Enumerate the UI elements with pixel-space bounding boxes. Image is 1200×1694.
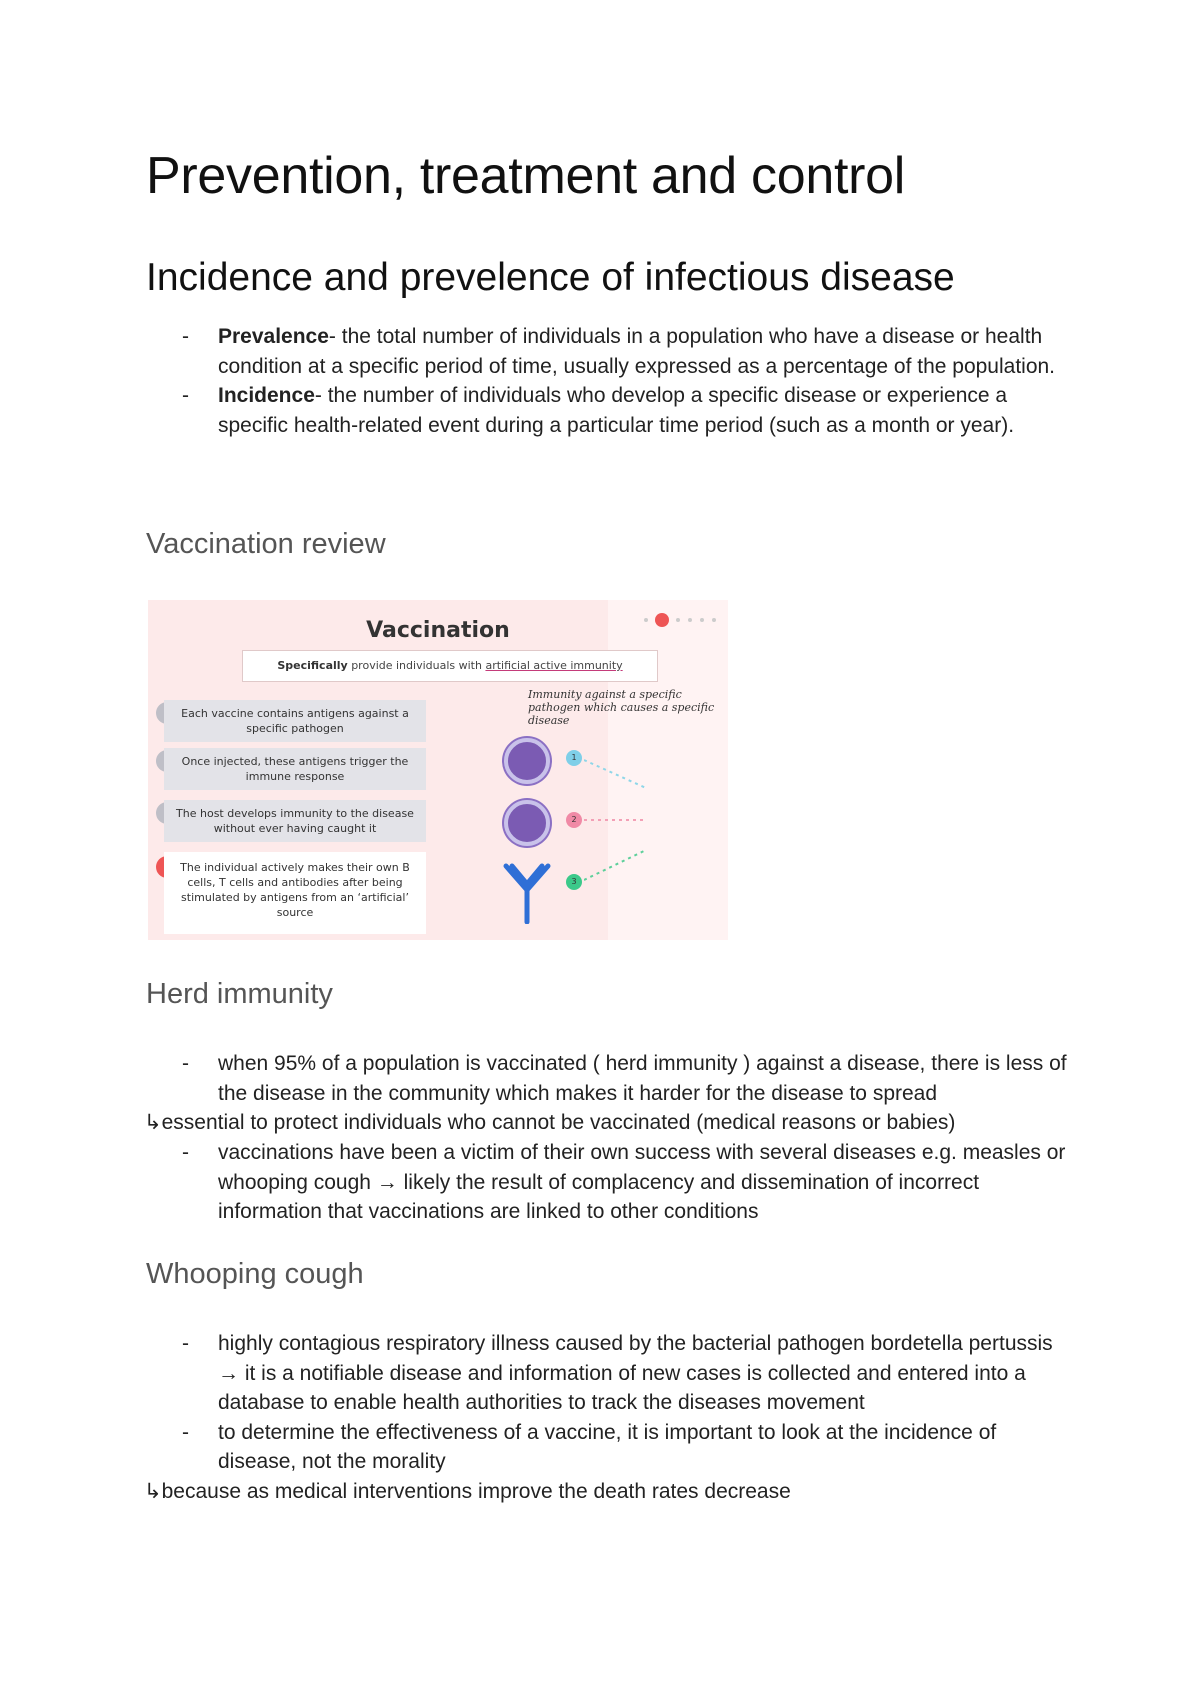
- slide-pager-dots: [642, 610, 722, 630]
- herd-list-1: [146, 1049, 1076, 1108]
- antibody-icon: [502, 862, 552, 924]
- herd-list-2: [146, 1138, 1076, 1227]
- slide-title: Vaccination: [366, 618, 510, 643]
- herd-note: ↳essential to protect individuals who cannot be vaccinated (medical reasons or babies): [144, 1111, 956, 1134]
- slide-step: The host develops immunity to the disease without ever having caught it: [164, 800, 426, 842]
- slide-step: The individual actively makes their own B cells, T cells and antibodies after being stimulated by antigens from an ‘artificial’ source: [164, 852, 426, 934]
- incidence-list: [146, 322, 1076, 440]
- t-cell-icon: [504, 800, 550, 846]
- list-item: - vaccinations have been a victim of their own success with several diseases e.g. measles or whooping cough → likely the result of complacency and dissemination of incorrect information that vaccinations are linked to other conditions: [182, 1141, 1066, 1223]
- page-title: Prevention, treatment and control: [146, 147, 905, 205]
- term-incidence: Incidence: [218, 384, 315, 407]
- slide-step: Once injected, these antigens trigger the immune response: [164, 748, 426, 790]
- list-item: - Incidence- the number of individuals who develop a specific disease or experience a specific health-related event during a particular time period (such as a month or year).: [182, 384, 1015, 437]
- b-cell-icon: [504, 738, 550, 784]
- badge-2: 2: [566, 812, 582, 828]
- connector-lines: [584, 750, 654, 890]
- definition-prevalence: - the total number of individuals in a population who have a disease or health condition at a specific period of time, usually expressed as a percentage of the population.: [218, 325, 1056, 378]
- section-heading-whooping-cough: Whooping cough: [146, 1258, 364, 1290]
- section-heading-vaccination: Vaccination review: [146, 528, 386, 560]
- slide-step: Each vaccine contains antigens against a specific pathogen: [164, 700, 426, 742]
- section-heading-herd-immunity: Herd immunity: [146, 978, 333, 1010]
- section-heading-incidence: Incidence and prevelence of infectious disease: [146, 256, 955, 299]
- badge-1: 1: [566, 750, 582, 766]
- list-item: - highly contagious respiratory illness caused by the bacterial pathogen bordetella pertussis → it is a notifiable disease and information of new cases is collected and entered into a database to enable health authorities to track the diseases movement: [182, 1332, 1053, 1414]
- term-prevalence: Prevalence: [218, 325, 329, 348]
- whooping-list: [146, 1329, 1076, 1477]
- vaccination-slide-image: [148, 600, 728, 940]
- slide-annotation: Immunity against a specific pathogen which causes a specific disease: [528, 688, 715, 727]
- list-item: - Prevalence- the total number of individuals in a population who have a disease or health condition at a specific period of time, usually expressed as a percentage of the population.: [182, 325, 1056, 378]
- definition-incidence: - the number of individuals who develop a specific disease or experience a specific health-related event during a particular time period (such as a month or year).: [218, 384, 1015, 437]
- slide-subtitle: Specifically provide individuals with artificial active immunity: [242, 650, 658, 682]
- whooping-note: ↳because as medical interventions improve the death rates decrease: [144, 1480, 791, 1503]
- badge-3: 3: [566, 874, 582, 890]
- list-item: - when 95% of a population is vaccinated ( herd immunity ) against a disease, there is less of the disease in the community which makes it harder for the disease to spread: [182, 1052, 1067, 1105]
- list-item: - to determine the effectiveness of a vaccine, it is important to look at the incidence of disease, not the morality: [182, 1420, 997, 1473]
